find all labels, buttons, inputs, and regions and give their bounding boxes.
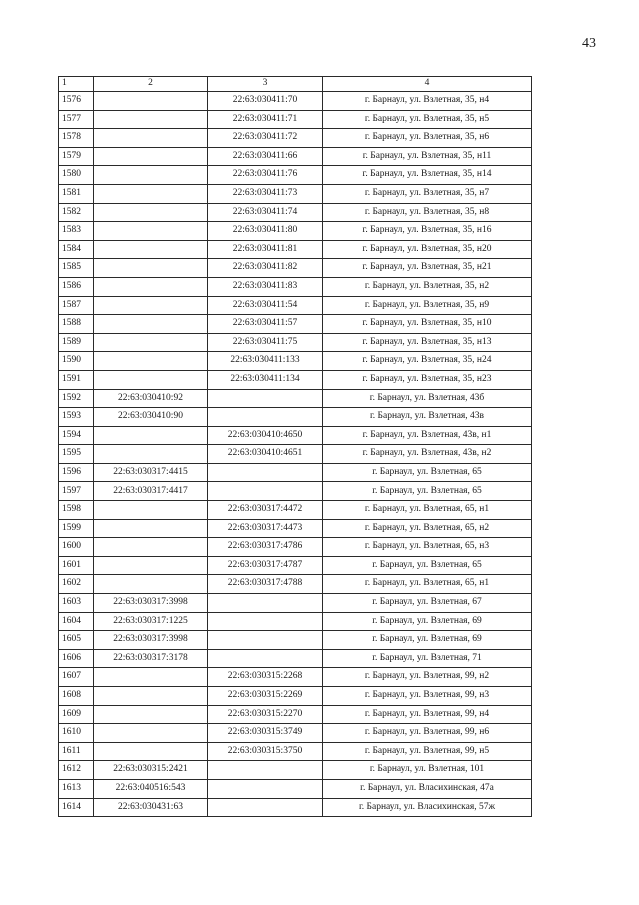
row-number-cell: 1588 bbox=[59, 315, 94, 334]
premises-cadastral-number-cell: 22:63:030411:75 bbox=[208, 333, 323, 352]
row-number-cell: 1599 bbox=[59, 519, 94, 538]
table-row bbox=[59, 631, 532, 650]
land-cadastral-number-cell bbox=[94, 147, 208, 166]
land-cadastral-number-cell: 22:63:030410:92 bbox=[94, 389, 208, 408]
table-row bbox=[59, 705, 532, 724]
land-cadastral-number-cell bbox=[94, 501, 208, 520]
row-number-cell: 1597 bbox=[59, 482, 94, 501]
address-cell: г. Барнаул, ул. Взлетная, 69 bbox=[323, 612, 532, 631]
premises-cadastral-number-cell: 22:63:030317:4788 bbox=[208, 575, 323, 594]
header-cell-4: 4 bbox=[323, 77, 532, 92]
land-cadastral-number-cell: 22:63:030317:3998 bbox=[94, 631, 208, 650]
land-cadastral-number-cell: 22:63:030431:63 bbox=[94, 798, 208, 817]
table-row bbox=[59, 426, 532, 445]
premises-cadastral-number-cell: 22:63:030411:54 bbox=[208, 296, 323, 315]
address-cell: г. Барнаул, ул. Взлетная, 35, н10 bbox=[323, 315, 532, 334]
land-cadastral-number-cell bbox=[94, 315, 208, 334]
row-number-cell: 1589 bbox=[59, 333, 94, 352]
land-cadastral-number-cell: 22:63:030317:1225 bbox=[94, 612, 208, 631]
table-row bbox=[59, 408, 532, 427]
row-number-cell: 1578 bbox=[59, 129, 94, 148]
row-number-cell: 1601 bbox=[59, 556, 94, 575]
table-row bbox=[59, 556, 532, 575]
land-cadastral-number-cell bbox=[94, 687, 208, 706]
premises-cadastral-number-cell: 22:63:030410:4650 bbox=[208, 426, 323, 445]
land-cadastral-number-cell bbox=[94, 668, 208, 687]
row-number-cell: 1612 bbox=[59, 761, 94, 780]
land-cadastral-number-cell: 22:63:040516:543 bbox=[94, 779, 208, 798]
address-cell: г. Барнаул, ул. Взлетная, 65, н1 bbox=[323, 575, 532, 594]
table-row bbox=[59, 203, 532, 222]
row-number-cell: 1577 bbox=[59, 110, 94, 129]
address-cell: г. Барнаул, ул. Взлетная, 65, н1 bbox=[323, 501, 532, 520]
address-cell: г. Барнаул, ул. Взлетная, 65, н3 bbox=[323, 538, 532, 557]
premises-cadastral-number-cell: 22:63:030315:2269 bbox=[208, 687, 323, 706]
row-number-cell: 1593 bbox=[59, 408, 94, 427]
premises-cadastral-number-cell: 22:63:030315:3750 bbox=[208, 742, 323, 761]
premises-cadastral-number-cell: 22:63:030315:3749 bbox=[208, 724, 323, 743]
premises-cadastral-number-cell bbox=[208, 649, 323, 668]
land-cadastral-number-cell bbox=[94, 445, 208, 464]
table-row bbox=[59, 147, 532, 166]
address-cell: г. Барнаул, ул. Взлетная, 71 bbox=[323, 649, 532, 668]
address-cell: г. Барнаул, ул. Взлетная, 65 bbox=[323, 463, 532, 482]
row-number-cell: 1587 bbox=[59, 296, 94, 315]
address-cell: г. Барнаул, ул. Взлетная, 35, н14 bbox=[323, 166, 532, 185]
land-cadastral-number-cell bbox=[94, 705, 208, 724]
premises-cadastral-number-cell: 22:63:030411:76 bbox=[208, 166, 323, 185]
address-cell: г. Барнаул, ул. Взлетная, 99, н5 bbox=[323, 742, 532, 761]
address-cell: г. Барнаул, ул. Взлетная, 67 bbox=[323, 594, 532, 613]
address-cell: г. Барнаул, ул. Взлетная, 35, н4 bbox=[323, 92, 532, 111]
table-row bbox=[59, 724, 532, 743]
table-row bbox=[59, 240, 532, 259]
table-row bbox=[59, 575, 532, 594]
row-number-cell: 1605 bbox=[59, 631, 94, 650]
land-cadastral-number-cell bbox=[94, 222, 208, 241]
address-cell: г. Барнаул, ул. Власихинская, 47а bbox=[323, 779, 532, 798]
premises-cadastral-number-cell: 22:63:030317:4472 bbox=[208, 501, 323, 520]
land-cadastral-number-cell bbox=[94, 296, 208, 315]
land-cadastral-number-cell bbox=[94, 556, 208, 575]
premises-cadastral-number-cell bbox=[208, 482, 323, 501]
land-cadastral-number-cell bbox=[94, 519, 208, 538]
table-row bbox=[59, 277, 532, 296]
premises-cadastral-number-cell bbox=[208, 761, 323, 780]
table-row bbox=[59, 519, 532, 538]
row-number-cell: 1585 bbox=[59, 259, 94, 278]
table-row bbox=[59, 352, 532, 371]
premises-cadastral-number-cell: 22:63:030411:71 bbox=[208, 110, 323, 129]
address-cell: г. Барнаул, ул. Взлетная, 65, н2 bbox=[323, 519, 532, 538]
premises-cadastral-number-cell bbox=[208, 631, 323, 650]
address-cell: г. Барнаул, ул. Взлетная, 35, н5 bbox=[323, 110, 532, 129]
premises-cadastral-number-cell: 22:63:030411:74 bbox=[208, 203, 323, 222]
table-row bbox=[59, 445, 532, 464]
table-row bbox=[59, 538, 532, 557]
address-cell: г. Барнаул, ул. Взлетная, 99, н2 bbox=[323, 668, 532, 687]
table-row bbox=[59, 92, 532, 111]
address-cell: г. Барнаул, ул. Взлетная, 35, н6 bbox=[323, 129, 532, 148]
row-number-cell: 1600 bbox=[59, 538, 94, 557]
table-header-row bbox=[59, 77, 532, 92]
premises-cadastral-number-cell bbox=[208, 408, 323, 427]
premises-cadastral-number-cell: 22:63:030411:134 bbox=[208, 370, 323, 389]
row-number-cell: 1602 bbox=[59, 575, 94, 594]
premises-cadastral-number-cell: 22:63:030411:80 bbox=[208, 222, 323, 241]
address-cell: г. Барнаул, ул. Взлетная, 101 bbox=[323, 761, 532, 780]
table-row bbox=[59, 129, 532, 148]
address-cell: г. Барнаул, ул. Взлетная, 43в, н1 bbox=[323, 426, 532, 445]
row-number-cell: 1595 bbox=[59, 445, 94, 464]
address-cell: г. Барнаул, ул. Взлетная, 35, н24 bbox=[323, 352, 532, 371]
land-cadastral-number-cell bbox=[94, 575, 208, 594]
row-number-cell: 1604 bbox=[59, 612, 94, 631]
row-number-cell: 1613 bbox=[59, 779, 94, 798]
premises-cadastral-number-cell: 22:63:030411:83 bbox=[208, 277, 323, 296]
table-row bbox=[59, 612, 532, 631]
premises-cadastral-number-cell: 22:63:030410:4651 bbox=[208, 445, 323, 464]
address-cell: г. Барнаул, ул. Взлетная, 35, н2 bbox=[323, 277, 532, 296]
table-row bbox=[59, 501, 532, 520]
row-number-cell: 1584 bbox=[59, 240, 94, 259]
table-row bbox=[59, 742, 532, 761]
table-row bbox=[59, 110, 532, 129]
premises-cadastral-number-cell: 22:63:030411:82 bbox=[208, 259, 323, 278]
premises-cadastral-number-cell: 22:63:030411:66 bbox=[208, 147, 323, 166]
address-cell: г. Барнаул, ул. Взлетная, 35, н20 bbox=[323, 240, 532, 259]
address-cell: г. Барнаул, ул. Взлетная, 35, н11 bbox=[323, 147, 532, 166]
row-number-cell: 1591 bbox=[59, 370, 94, 389]
address-cell: г. Барнаул, ул. Взлетная, 65 bbox=[323, 556, 532, 575]
address-cell: г. Барнаул, ул. Взлетная, 43б bbox=[323, 389, 532, 408]
land-cadastral-number-cell: 22:63:030317:3178 bbox=[94, 649, 208, 668]
table-row bbox=[59, 389, 532, 408]
row-number-cell: 1580 bbox=[59, 166, 94, 185]
header-cell-3: 3 bbox=[208, 77, 323, 92]
header-cell-1: 1 bbox=[59, 77, 94, 92]
land-cadastral-number-cell bbox=[94, 203, 208, 222]
address-cell: г. Барнаул, ул. Взлетная, 69 bbox=[323, 631, 532, 650]
land-cadastral-number-cell: 22:63:030410:90 bbox=[94, 408, 208, 427]
address-cell: г. Барнаул, ул. Взлетная, 99, н3 bbox=[323, 687, 532, 706]
row-number-cell: 1598 bbox=[59, 501, 94, 520]
row-number-cell: 1582 bbox=[59, 203, 94, 222]
table-row bbox=[59, 687, 532, 706]
land-cadastral-number-cell bbox=[94, 277, 208, 296]
row-number-cell: 1576 bbox=[59, 92, 94, 111]
land-cadastral-number-cell bbox=[94, 426, 208, 445]
address-cell: г. Барнаул, ул. Взлетная, 35, н16 bbox=[323, 222, 532, 241]
row-number-cell: 1592 bbox=[59, 389, 94, 408]
table-row bbox=[59, 463, 532, 482]
land-cadastral-number-cell bbox=[94, 92, 208, 111]
premises-cadastral-number-cell: 22:63:030315:2268 bbox=[208, 668, 323, 687]
premises-cadastral-number-cell: 22:63:030411:81 bbox=[208, 240, 323, 259]
row-number-cell: 1594 bbox=[59, 426, 94, 445]
land-cadastral-number-cell bbox=[94, 129, 208, 148]
header-cell-2: 2 bbox=[94, 77, 208, 92]
premises-cadastral-number-cell: 22:63:030411:133 bbox=[208, 352, 323, 371]
address-cell: г. Барнаул, ул. Власихинская, 57ж bbox=[323, 798, 532, 817]
table-row bbox=[59, 594, 532, 613]
table-row bbox=[59, 259, 532, 278]
page-number: 43 bbox=[582, 36, 596, 51]
land-cadastral-number-cell bbox=[94, 352, 208, 371]
land-cadastral-number-cell bbox=[94, 184, 208, 203]
table-row bbox=[59, 798, 532, 817]
address-cell: г. Барнаул, ул. Взлетная, 99, н4 bbox=[323, 705, 532, 724]
table-row bbox=[59, 166, 532, 185]
row-number-cell: 1596 bbox=[59, 463, 94, 482]
table-row bbox=[59, 779, 532, 798]
table-row bbox=[59, 482, 532, 501]
table-row bbox=[59, 222, 532, 241]
address-cell: г. Барнаул, ул. Взлетная, 35, н21 bbox=[323, 259, 532, 278]
row-number-cell: 1583 bbox=[59, 222, 94, 241]
premises-cadastral-number-cell bbox=[208, 389, 323, 408]
address-cell: г. Барнаул, ул. Взлетная, 35, н9 bbox=[323, 296, 532, 315]
premises-cadastral-number-cell: 22:63:030411:73 bbox=[208, 184, 323, 203]
premises-cadastral-number-cell bbox=[208, 798, 323, 817]
premises-cadastral-number-cell: 22:63:030315:2270 bbox=[208, 705, 323, 724]
land-cadastral-number-cell bbox=[94, 538, 208, 557]
address-cell: г. Барнаул, ул. Взлетная, 35, н23 bbox=[323, 370, 532, 389]
row-number-cell: 1606 bbox=[59, 649, 94, 668]
land-cadastral-number-cell bbox=[94, 259, 208, 278]
land-cadastral-number-cell bbox=[94, 370, 208, 389]
address-cell: г. Барнаул, ул. Взлетная, 35, н8 bbox=[323, 203, 532, 222]
premises-cadastral-number-cell bbox=[208, 612, 323, 631]
row-number-cell: 1581 bbox=[59, 184, 94, 203]
premises-cadastral-number-cell: 22:63:030317:4786 bbox=[208, 538, 323, 557]
row-number-cell: 1608 bbox=[59, 687, 94, 706]
land-cadastral-number-cell bbox=[94, 333, 208, 352]
table-row bbox=[59, 761, 532, 780]
row-number-cell: 1614 bbox=[59, 798, 94, 817]
premises-cadastral-number-cell bbox=[208, 594, 323, 613]
premises-cadastral-number-cell: 22:63:030411:70 bbox=[208, 92, 323, 111]
land-cadastral-number-cell bbox=[94, 742, 208, 761]
land-cadastral-number-cell: 22:63:030317:4415 bbox=[94, 463, 208, 482]
land-cadastral-number-cell: 22:63:030315:2421 bbox=[94, 761, 208, 780]
premises-cadastral-number-cell bbox=[208, 779, 323, 798]
table-row bbox=[59, 315, 532, 334]
address-cell: г. Барнаул, ул. Взлетная, 65 bbox=[323, 482, 532, 501]
address-cell: г. Барнаул, ул. Взлетная, 43в bbox=[323, 408, 532, 427]
land-cadastral-number-cell: 22:63:030317:4417 bbox=[94, 482, 208, 501]
row-number-cell: 1579 bbox=[59, 147, 94, 166]
row-number-cell: 1610 bbox=[59, 724, 94, 743]
address-cell: г. Барнаул, ул. Взлетная, 43в, н2 bbox=[323, 445, 532, 464]
table-row bbox=[59, 370, 532, 389]
row-number-cell: 1590 bbox=[59, 352, 94, 371]
premises-cadastral-number-cell bbox=[208, 463, 323, 482]
row-number-cell: 1603 bbox=[59, 594, 94, 613]
address-cell: г. Барнаул, ул. Взлетная, 99, н6 bbox=[323, 724, 532, 743]
registry-table-body bbox=[59, 77, 532, 817]
premises-cadastral-number-cell: 22:63:030411:72 bbox=[208, 129, 323, 148]
registry-table bbox=[58, 76, 532, 817]
land-cadastral-number-cell: 22:63:030317:3998 bbox=[94, 594, 208, 613]
premises-cadastral-number-cell: 22:63:030411:57 bbox=[208, 315, 323, 334]
table-row bbox=[59, 668, 532, 687]
row-number-cell: 1611 bbox=[59, 742, 94, 761]
land-cadastral-number-cell bbox=[94, 724, 208, 743]
table-row bbox=[59, 333, 532, 352]
land-cadastral-number-cell bbox=[94, 166, 208, 185]
address-cell: г. Барнаул, ул. Взлетная, 35, н7 bbox=[323, 184, 532, 203]
row-number-cell: 1609 bbox=[59, 705, 94, 724]
row-number-cell: 1586 bbox=[59, 277, 94, 296]
land-cadastral-number-cell bbox=[94, 240, 208, 259]
row-number-cell: 1607 bbox=[59, 668, 94, 687]
table-row bbox=[59, 184, 532, 203]
address-cell: г. Барнаул, ул. Взлетная, 35, н13 bbox=[323, 333, 532, 352]
table-row bbox=[59, 296, 532, 315]
land-cadastral-number-cell bbox=[94, 110, 208, 129]
table-row bbox=[59, 649, 532, 668]
premises-cadastral-number-cell: 22:63:030317:4787 bbox=[208, 556, 323, 575]
premises-cadastral-number-cell: 22:63:030317:4473 bbox=[208, 519, 323, 538]
